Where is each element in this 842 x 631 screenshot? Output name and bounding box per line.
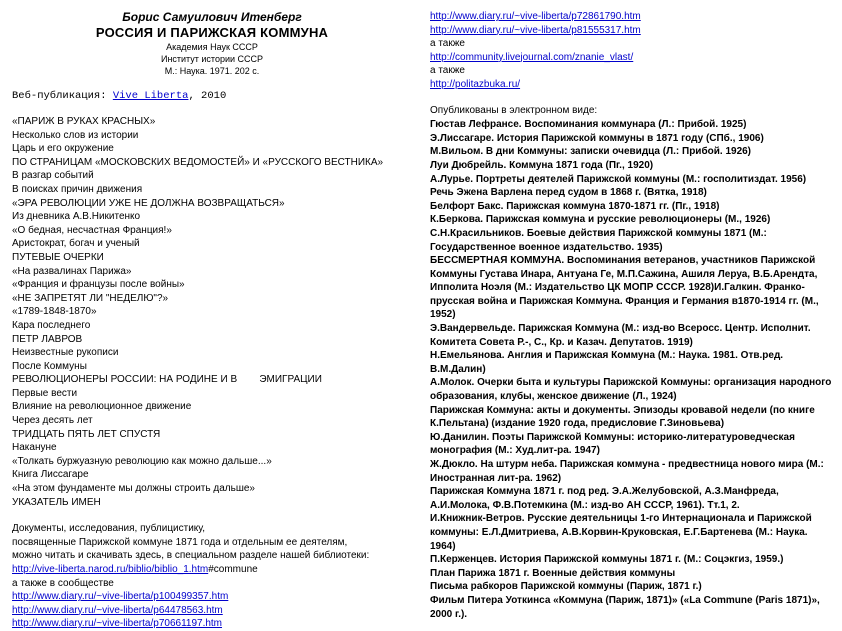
also-label: а также	[430, 65, 465, 77]
bibliography-item: Э.Лиссагаре. История Парижской коммуны в 1871 году (СПб., 1906)	[430, 132, 764, 144]
toc-item: В поисках причин движения	[12, 183, 143, 195]
bibliography-item: Гюстав Лефрансе. Воспоминания коммунара (Л.: Прибой. 1925)	[430, 119, 747, 131]
related-links	[430, 10, 834, 92]
toc-item: «ЭРА РЕВОЛЮЦИИ УЖЕ НЕ ДОЛЖНА ВОЗВРАЩАТЬСЯ»	[12, 197, 285, 209]
published-heading: Опубликованы в электронном виде:	[430, 104, 598, 116]
bibliography-item: Луи Дюбрейль. Коммуна 1871 года (Пг., 1920)	[430, 159, 654, 171]
bibliography-item: Фильм Питера Уоткинса «Коммуна (Париж, 1871)» («La Commune (Paris 1871)», 2000 г.).	[430, 594, 820, 620]
biblio-link-line	[12, 563, 412, 577]
toc-item: Кара последнего	[12, 319, 91, 331]
bibliography-item: А.Молок. Очерки быта и культуры Парижской Коммуны: организация народного образования, клубы, женское движение (Л., 1924)	[430, 377, 832, 403]
toc-item: «На развалинах Парижа»	[12, 265, 132, 277]
note-line: можно читать и скачивать здесь, в специальном разделе нашей библиотеки:	[12, 550, 370, 562]
biblio-link[interactable]: http://vive-liberta.narod.ru/biblio/biblio_1.htm	[12, 564, 209, 575]
title-block	[12, 10, 412, 77]
related-link-line	[430, 10, 834, 24]
community-link[interactable]: http://www.diary.ru/~vive-liberta/p70661197.htm	[12, 618, 223, 630]
community-link-line	[12, 604, 412, 618]
bibliography-item: План Парижа 1871 г. Военные действия коммуны	[430, 567, 676, 579]
community-link-line	[12, 617, 412, 631]
bibliography-item: Э.Вандервельде. Парижская Коммуна (М.: изд-во Всеросс. Центр. Исполнит. Комитета Совета Р.-, С., Кр. и Казач. Депутатов. 1919)	[430, 323, 811, 348]
imprint-line-1: Академия Наук СССР	[166, 42, 258, 52]
library-note	[12, 522, 412, 631]
imprint-line-3: М.: Наука. 1971. 202 с.	[164, 66, 260, 76]
diary-link[interactable]: http://www.diary.ru/~vive-liberta/p81555317.htm	[430, 24, 641, 36]
toc-item: Неизвестные рукописи	[12, 347, 119, 359]
toc-item: «НЕ ЗАПРЕТЯТ ЛИ "НЕДЕЛЮ"?»	[12, 292, 169, 304]
note-line: посвященные Парижской коммуне 1871 года и отдельным ее деятелям,	[12, 536, 348, 548]
note-line: Документы, исследования, публицистику,	[12, 523, 206, 535]
toc-item: Накануне	[12, 442, 57, 454]
bibliography-item: Парижская Коммуна: акты и документы. Эпизоды кровавой недели (по книге К.Пельтана) (издание 1920 года, предисловие Г.Зиновьева)	[430, 404, 815, 430]
toc-item: «На этом фундаменте мы должны строить дальше»	[12, 483, 255, 495]
toc-item: «Толкать буржуазную революцию как можно дальше...»	[12, 455, 272, 467]
politazbuka-link-line	[430, 78, 834, 92]
bibliography-item: С.Н.Красильников. Боевые действия Парижской коммуны 1871 (М.: Государственное военное издательство. 1935)	[430, 227, 767, 253]
book-author: Борис Самуилович Итенберг	[122, 10, 302, 24]
toc-item: «О бедная, несчастная Франция!»	[12, 224, 172, 236]
vive-liberta-link[interactable]: Vive Liberta	[112, 90, 189, 102]
toc-item: Из дневника А.В.Никитенко	[12, 211, 141, 223]
bibliography-item: Белфорт Бакс. Парижская коммуна 1870-1871 гг. (Пг., 1918)	[430, 200, 720, 212]
bibliography-item: Парижская Коммуна 1871 г. под ред. Э.А.Желубовской, А.З.Манфреда, А.И.Молока, Ф.В.Потемкина (М.: изд-во АН СССР, 1961). Тт.1, 2.	[430, 486, 779, 511]
toc-item: ТРИДЦАТЬ ПЯТЬ ЛЕТ СПУСТЯ	[12, 428, 161, 440]
toc-item: «Франция и французы после войны»	[12, 279, 185, 291]
imprint-line-2: Институт истории СССР	[160, 54, 264, 64]
web-publication-line	[12, 89, 412, 103]
toc-item: После Коммуны	[12, 360, 87, 372]
toc-item: УКАЗАТЕЛЬ ИМЕН	[12, 496, 101, 508]
bibliography-item: И.Книжник-Ветров. Русские деятельницы 1-го Интернационала и Парижской коммуны: Е.Л.Дмитриева, А.В.Корвин-Круковская, Е.Г.Бартенева (М.: Наука. 1964)	[430, 513, 812, 552]
toc-item: Несколько слов из истории	[12, 129, 139, 141]
toc-item: ПУТЕВЫЕ ОЧЕРКИ	[12, 251, 104, 263]
toc-item: В разгар событий	[12, 170, 94, 182]
bibliography-item: Ю.Данилин. Поэты Парижской Коммуны: историко-литературоведческая монография (М.: Худ.лит-ра. 1947)	[430, 431, 795, 457]
politazbuka-link[interactable]: http://politazbuka.ru/	[430, 78, 521, 90]
community-link[interactable]: http://www.diary.ru/~vive-liberta/p64478563.htm	[12, 604, 223, 616]
toc-item: Аристократ, богач и ученый	[12, 238, 140, 250]
bibliography-item: П.Керженцев. История Парижской коммуны 1871 г. (М.: Соцэкгиз, 1959.)	[430, 554, 784, 566]
toc-item: Книга Лиссагаре	[12, 469, 89, 481]
toc-item: Царь и его окружение	[12, 143, 114, 155]
toc-item: «1789-1848-1870»	[12, 306, 97, 318]
toc-item: Первые вести	[12, 387, 78, 399]
bibliography-item: М.Вильом. В дни Коммуны: записки очевидца (Л.: Прибой. 1926)	[430, 146, 752, 158]
bibliography-list	[430, 118, 834, 621]
web-publication-label: Веб-публикация:	[12, 90, 107, 102]
also-label: а также	[430, 38, 465, 50]
table-of-contents	[12, 115, 412, 509]
toc-item: Через десять лет	[12, 415, 93, 427]
related-link-line	[430, 24, 834, 38]
community-intro: а также в сообществе	[12, 577, 114, 589]
bibliography-item: Ж.Дюкло. На штурм неба. Парижская коммуна - предвестница нового мира (М.: Иностранная лит-ра. 1962)	[430, 459, 824, 484]
community-link[interactable]: http://www.diary.ru/~vive-liberta/p100499357.htm	[12, 591, 229, 603]
book-title: РОССИЯ И ПАРИЖСКАЯ КОММУНА	[95, 25, 329, 40]
bibliography-item: Речь Эжена Варлена перед судом в 1868 г. (Вятка, 1918)	[430, 187, 707, 199]
bibliography-item: Н.Емельянова. Англия и Парижская Коммуна (М.: Наука. 1981. Отв.ред. В.М.Далин)	[430, 350, 784, 375]
bibliography-item: К.Беркова. Парижская коммуна и русские революционеры (М., 1926)	[430, 214, 771, 226]
right-column	[430, 10, 834, 621]
biblio-link-anchor: #commune	[208, 564, 258, 575]
two-column-layout	[12, 10, 830, 631]
bibliography-item: БЕССМЕРТНАЯ КОММУНА. Воспоминания ветеранов, участников Парижской Коммуны Густава Инара, Антуана Ге, М.П.Сажина, Ашиля Леруа, В.Б.Арендта, Ипполита Ноэля (М.: Издательство ЦК МОПР СССР. 1928)И.Галкин. Франко-прусская война и Парижская Коммуна. Франция и Германия в1870-1914 гг. (М., 1952)	[430, 255, 819, 321]
community-link-line	[12, 590, 412, 604]
diary-link[interactable]: http://www.diary.ru/~vive-liberta/p72861790.htm	[430, 11, 641, 22]
livejournal-link[interactable]: http://community.livejournal.com/znanie_vlast/	[430, 51, 634, 63]
livejournal-link-line	[430, 51, 834, 65]
left-column	[12, 10, 412, 631]
toc-item: «ПАРИЖ В РУКАХ КРАСНЫХ»	[12, 116, 156, 127]
bibliography-item: А.Лурье. Портреты деятелей Парижской коммуны (М.: госполитиздат. 1956)	[430, 173, 807, 185]
toc-item: Влияние на революционное движение	[12, 401, 192, 413]
toc-item: ПО СТРАНИЦАМ «МОСКОВСКИХ ВЕДОМОСТЕЙ» И «РУССКОГО ВЕСТНИКА»	[12, 156, 384, 168]
web-publication-year: , 2010	[188, 90, 227, 102]
bibliography-item: Письма рабкоров Парижской коммуны (Париж, 1871 г.)	[430, 581, 702, 593]
toc-item: ПЕТР ЛАВРОВ	[12, 333, 83, 345]
toc-item: РЕВОЛЮЦИОНЕРЫ РОССИИ: НА РОДИНЕ И В ЭМИГРАЦИИ	[12, 374, 322, 386]
